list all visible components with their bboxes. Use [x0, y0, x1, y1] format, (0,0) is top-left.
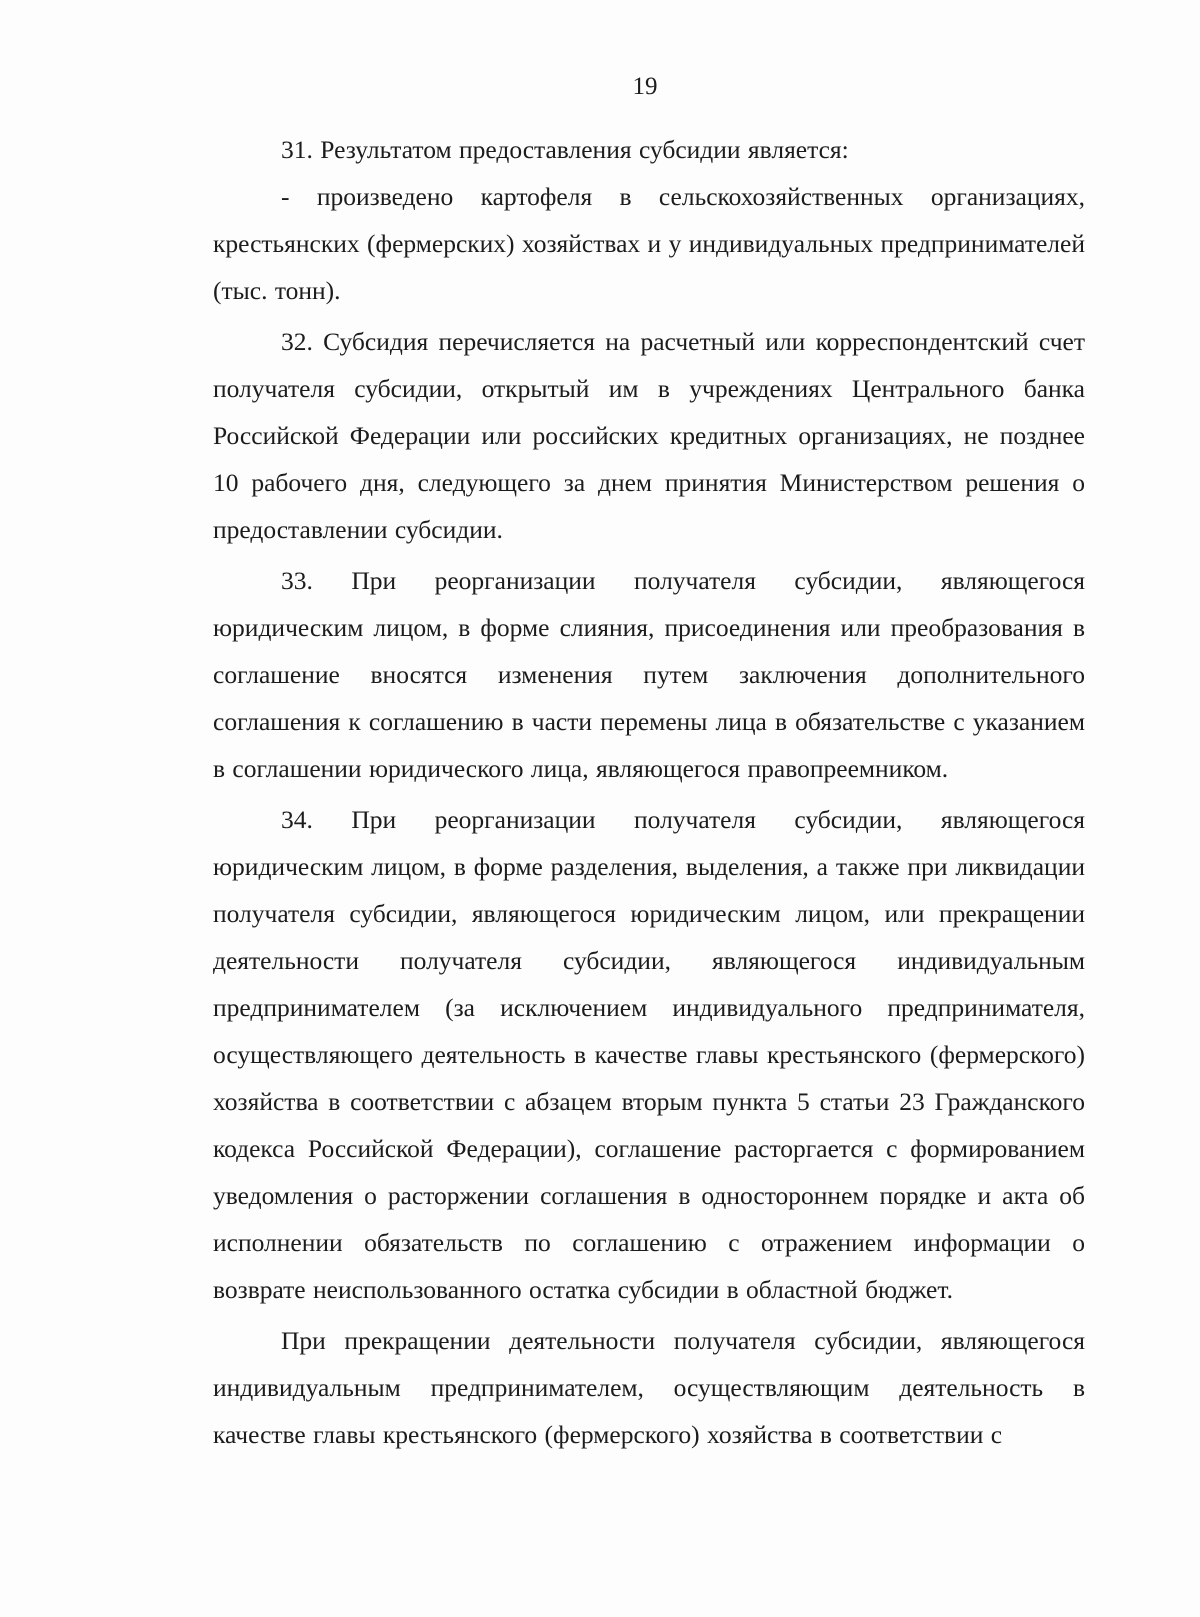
paragraph-32: 32. Субсидия перечисляется на расчетный или корреспондентский счет получателя субсидии, открытый им в учреждениях Центрального банка Российской Федерации или российских кредитных организациях, не позднее 10 рабочего дня, следующего за днем принятия Министерством решения о предоставлении субсидии.	[213, 327, 1085, 544]
document-body	[213, 126, 1085, 1458]
page-number: 19	[632, 73, 658, 100]
paragraph-31-item: - произведено картофеля в сельскохозяйственных организациях, крестьянских (фермерских) хозяйствах и у индивидуальных предпринимателей (тыс. тонн).	[213, 182, 1085, 305]
paragraph-31: 31. Результатом предоставления субсидии является:	[281, 135, 849, 164]
paragraph-33: 33. При реорганизации получателя субсидии, являющегося юридическим лицом, в форме слияния, присоединения или преобразования в соглашение вносятся изменения путем заключения дополнительного соглашения к соглашению в части перемены лица в обязательстве с указанием в соглашении юридического лица, являющегося правопреемником.	[213, 566, 1085, 783]
paragraph-34: 34. При реорганизации получателя субсидии, являющегося юридическим лицом, в форме разделения, выделения, а также при ликвидации получателя субсидии, являющегося юридическим лицом, или прекращении деятельности получателя субсидии, являющегося индивидуальным предпринимателем (за исключением индивидуального предпринимателя, осуществляющего деятельность в качестве главы крестьянского (фермерского) хозяйства в соответствии с абзацем вторым пункта 5 статьи 23 Гражданского кодекса Российской Федерации), соглашение расторгается с формированием уведомления о расторжении соглашения в одностороннем порядке и акта об исполнении обязательств по соглашению с отражением информации о возврате неиспользованного остатка субсидии в областной бюджет.	[213, 805, 1085, 1304]
paragraph-34-continuation: При прекращении деятельности получателя субсидии, являющегося индивидуальным предпринимателем, осуществляющим деятельность в качестве главы крестьянского (фермерского) хозяйства в соответствии с	[213, 1326, 1085, 1449]
